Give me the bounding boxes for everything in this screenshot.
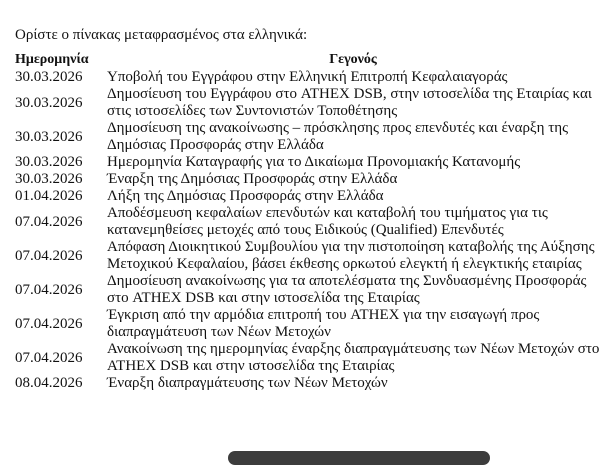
table-row [15, 86, 601, 120]
row-event: Λήξη της Δημόσιας Προσφοράς στην Ελλάδα [107, 188, 384, 204]
row-date: 07.04.2026 [15, 349, 83, 366]
table-row [15, 273, 601, 307]
row-date: 07.04.2026 [15, 281, 83, 298]
row-date: 07.04.2026 [15, 213, 83, 230]
table-row [15, 205, 601, 239]
table-row [15, 120, 601, 154]
row-date: 01.04.2026 [15, 188, 83, 204]
table-row [15, 188, 601, 205]
row-date: 07.04.2026 [15, 315, 83, 332]
table-row [15, 69, 601, 86]
row-event: Δημοσίευση ανακοίνωσης για τα αποτελέσματα της Συνδυασμένης Προσφοράς στο ATHEX DSB και στην ιστοσελίδα της Εταιρίας [107, 273, 587, 306]
events-table [15, 52, 601, 392]
row-event: Υποβολή του Εγγράφου στην Ελληνική Επιτροπή Κεφαλαιαγοράς [107, 69, 508, 85]
date-column-header: Ημερομηνία [15, 52, 89, 67]
table-row [15, 171, 601, 188]
row-event: Αποδέσμευση κεφαλαίων επενδυτών και καταβολή του τιμήματος για τις κατανεμηθείσες μετοχές από τους Ειδικούς (Qualified) Επενδυτές [107, 205, 548, 238]
row-date: 30.03.2026 [15, 94, 83, 111]
row-event: Ημερομηνία Καταγραφής για το Δικαίωμα Προνομιακής Κατανομής [107, 154, 521, 170]
row-event: Έναρξη της Δημόσιας Προσφοράς στην Ελλάδα [107, 171, 398, 187]
intro-text: Ορίστε ο πίνακας μεταφρασμένος στα ελληνικά: [15, 27, 308, 43]
row-event: Δημοσίευση του Εγγράφου στο ATHEX DSB, στην ιστοσελίδα της Εταιρίας και στις ιστοσελίδες των Συντονιστών Τοποθέτησης [107, 86, 592, 119]
horizontal-scrollbar[interactable] [228, 451, 490, 465]
table-row [15, 154, 601, 171]
row-date: 30.03.2026 [15, 128, 83, 145]
row-date: 07.04.2026 [15, 247, 83, 264]
table-row [15, 375, 601, 392]
row-date: 30.03.2026 [15, 171, 83, 187]
table-row [15, 341, 601, 375]
row-date: 30.03.2026 [15, 69, 83, 85]
row-event: Έναρξη διαπραγμάτευσης των Νέων Μετοχών [107, 375, 388, 391]
row-date: 30.03.2026 [15, 154, 83, 170]
table-row [15, 239, 601, 273]
table-row [15, 307, 601, 341]
row-event: Απόφαση Διοικητικού Συμβουλίου για την πιστοποίηση καταβολής της Αύξησης Μετοχικού Κεφαλαίου, βάσει έκθεσης ορκωτού ελεγκτή ή ελεγκτικής εταιρίας [107, 239, 595, 272]
row-event: Δημοσίευση της ανακοίνωσης – πρόσκλησης προς επενδυτές και έναρξη της Δημόσιας Προσφοράς στην Ελλάδα [107, 120, 569, 153]
event-column-header: Γεγονός [329, 52, 377, 67]
table-header-row [15, 52, 601, 69]
row-event: Ανακοίνωση της ημερομηνίας έναρξης διαπραγμάτευσης των Νέων Μετοχών στο ATHEX DSB και στην ιστοσελίδα της Εταιρίας [107, 341, 600, 374]
row-date: 08.04.2026 [15, 375, 83, 391]
row-event: Έγκριση από την αρμόδια επιτροπή του ATHEX για την εισαγωγή προς διαπραγμάτευση των Νέων Μετοχών [107, 307, 540, 340]
